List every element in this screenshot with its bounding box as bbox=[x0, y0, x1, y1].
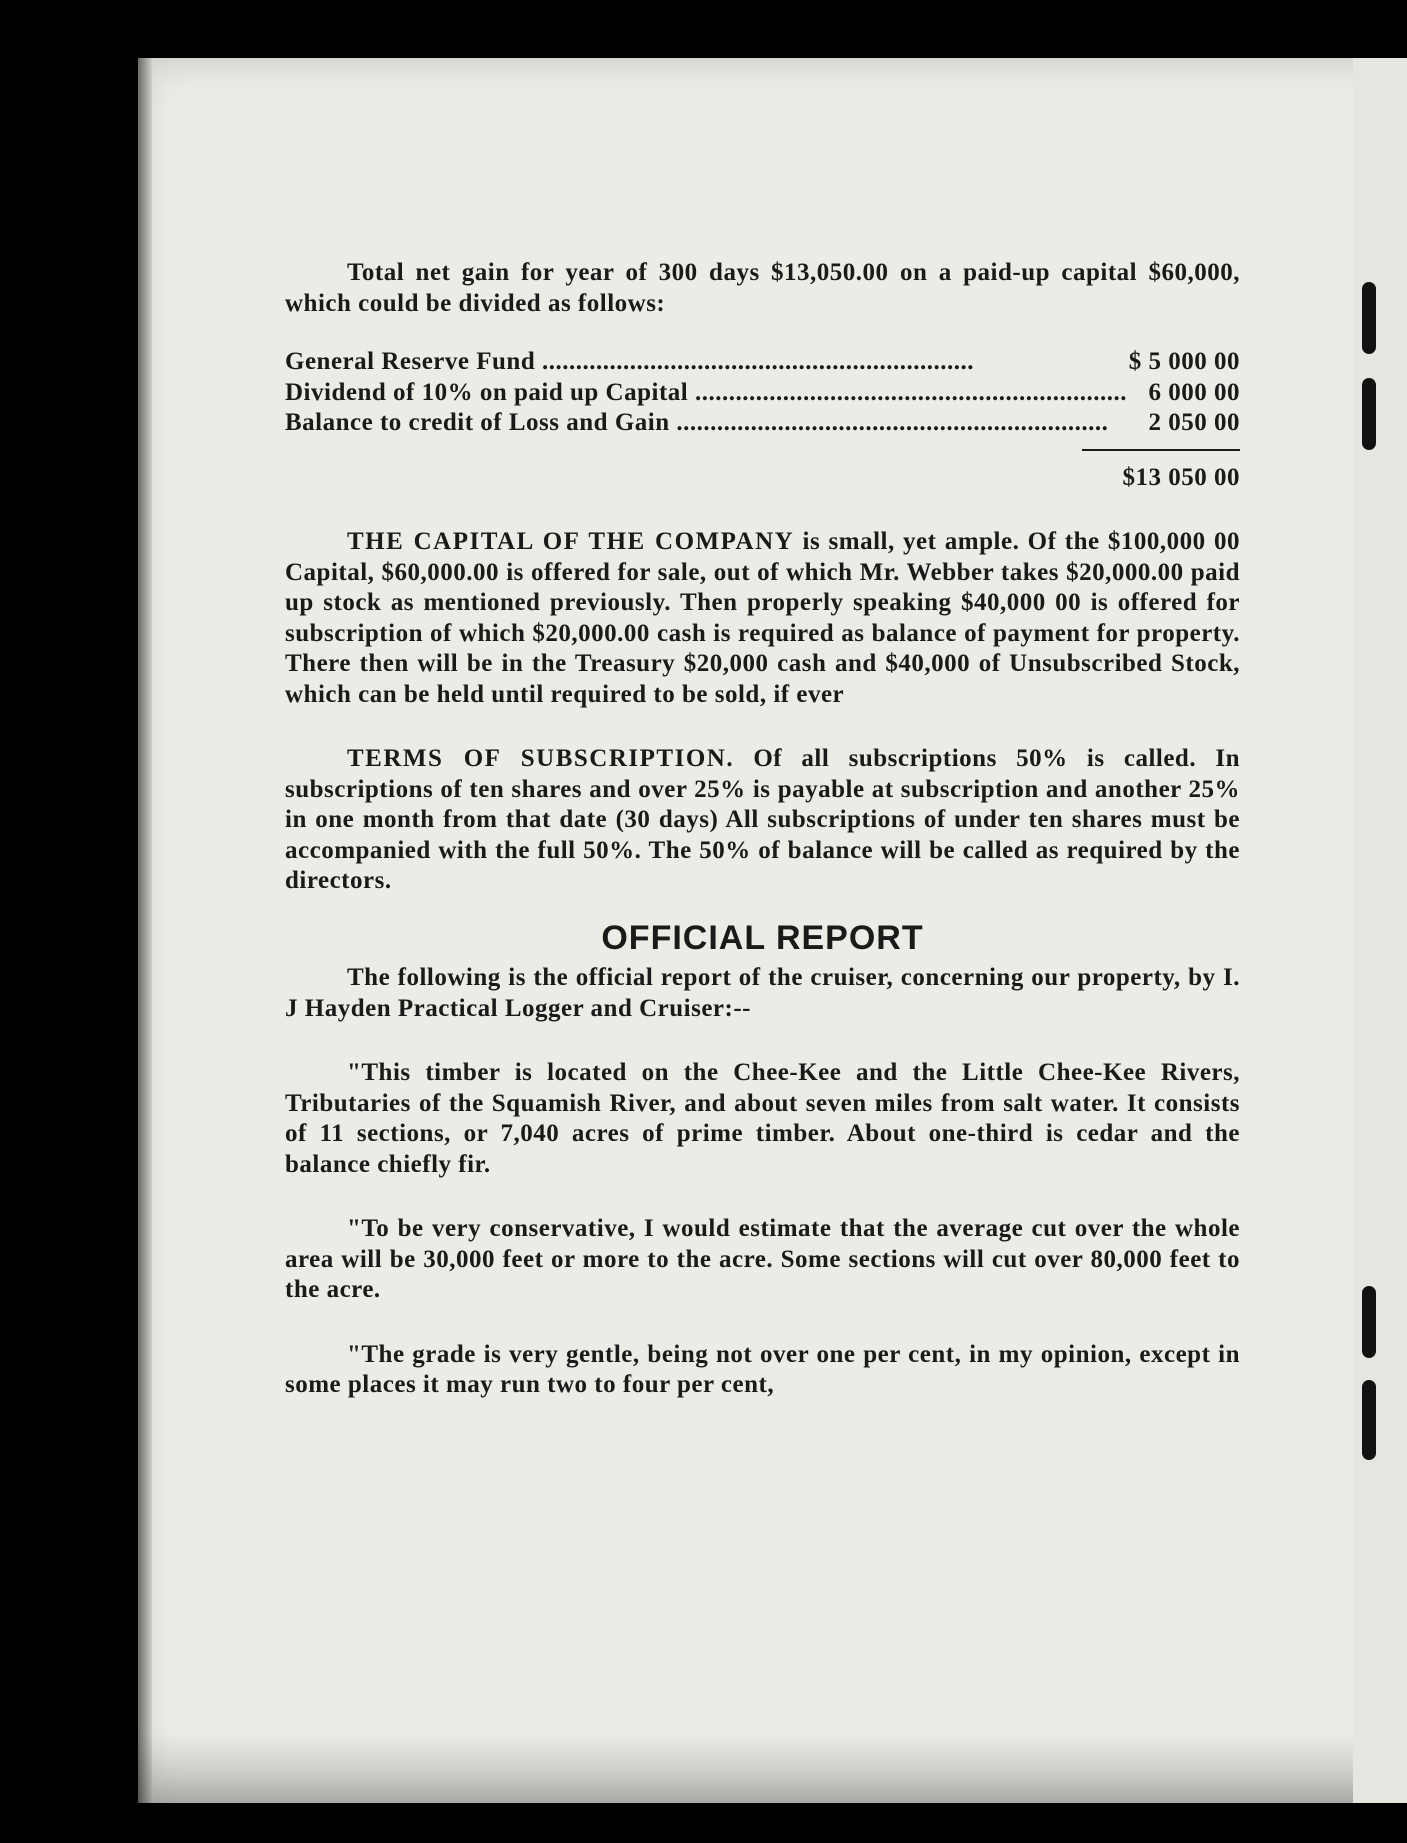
ledger-amount: 2 050 00 bbox=[1148, 409, 1240, 436]
ledger-sum-rule bbox=[1082, 449, 1240, 451]
capital-lead: THE CAPITAL OF THE COMPANY bbox=[347, 528, 795, 555]
capital-body: is small, yet ample. Of the $100,000 00 Capital, $60,000.00 is offered for sale, out of which Mr. Webber takes $20,000.00 paid up stock as mentioned previously. Then properly speaking $40,000 00 is offered for subscription of which $20,000.00 cash is required as balance of payment for property. There then will be in the Treasury $20,000 cash and $40,000 of Unsubscribed Stock, which can be held until required to be sold, if ever bbox=[285, 528, 1240, 708]
ledger-row bbox=[285, 408, 1240, 439]
punch-hole-mark bbox=[1362, 378, 1376, 450]
punch-hole-mark bbox=[1362, 1286, 1376, 1358]
intro-paragraph: Total net gain for year of 300 days $13,050.00 on a paid-up capital $60,000, which could be divided as follows: bbox=[285, 259, 1240, 317]
terms-body: Of all subscriptions 50% is called. In subscriptions of ten shares and over 25% is payable at subscription and another 25% in one month from that date (30 days) All subscriptions of under ten shares must be accompanied with the full 50%. The 50% of balance will be called as required by the directors. bbox=[285, 745, 1241, 894]
document-body bbox=[285, 258, 1240, 1401]
ledger-row bbox=[285, 378, 1240, 409]
report-intro-paragraph: The following is the official report of the cruiser, concerning our property, by I. J Hayden Practical Logger and Cruiser:-- bbox=[285, 964, 1240, 1022]
ledger-label: General Reserve Fund ..... bbox=[285, 347, 1123, 378]
ledger-row bbox=[285, 347, 1240, 378]
page-binding-edge bbox=[138, 58, 152, 1803]
ledger-amount: 6 000 00 bbox=[1148, 378, 1240, 406]
ledger-total: $13 050 00 bbox=[1122, 463, 1240, 491]
punch-hole-mark bbox=[1362, 282, 1376, 354]
ledger-amount: $ 5 000 00 bbox=[1128, 348, 1240, 375]
terms-lead: TERMS OF SUBSCRIPTION. bbox=[347, 745, 735, 772]
section-heading: OFFICIAL REPORT bbox=[601, 918, 924, 957]
quote-paragraph: "To be very conservative, I would estimate that the average cut over the whole area will be 30,000 feet or more to the acre. Some sections will cut over 80,000 feet to the acre. bbox=[285, 1215, 1240, 1303]
page-shadow bbox=[138, 1733, 1407, 1803]
quote-paragraph: "The grade is very gentle, being not over one per cent, in my opinion, except in some places it may run two to four per cent, bbox=[285, 1340, 1240, 1398]
ledger-label: Balance to credit of Loss and Gain ..... bbox=[285, 408, 1143, 439]
ledger-table bbox=[285, 347, 1240, 493]
ledger-label: Dividend of 10% on paid up Capital ..... bbox=[285, 378, 1143, 409]
quote-paragraph: "This timber is located on the Chee-Kee and the Little Chee-Kee Rivers, Tributaries of the Squamish River, and about seven miles from salt water. It consists of 11 sections, or 7,040 acres of prime timber. About one-third is cedar and the balance chiefly fir. bbox=[285, 1059, 1240, 1178]
punch-hole-mark bbox=[1362, 1380, 1376, 1460]
capital-paragraph bbox=[285, 527, 1240, 710]
terms-paragraph bbox=[285, 744, 1240, 897]
